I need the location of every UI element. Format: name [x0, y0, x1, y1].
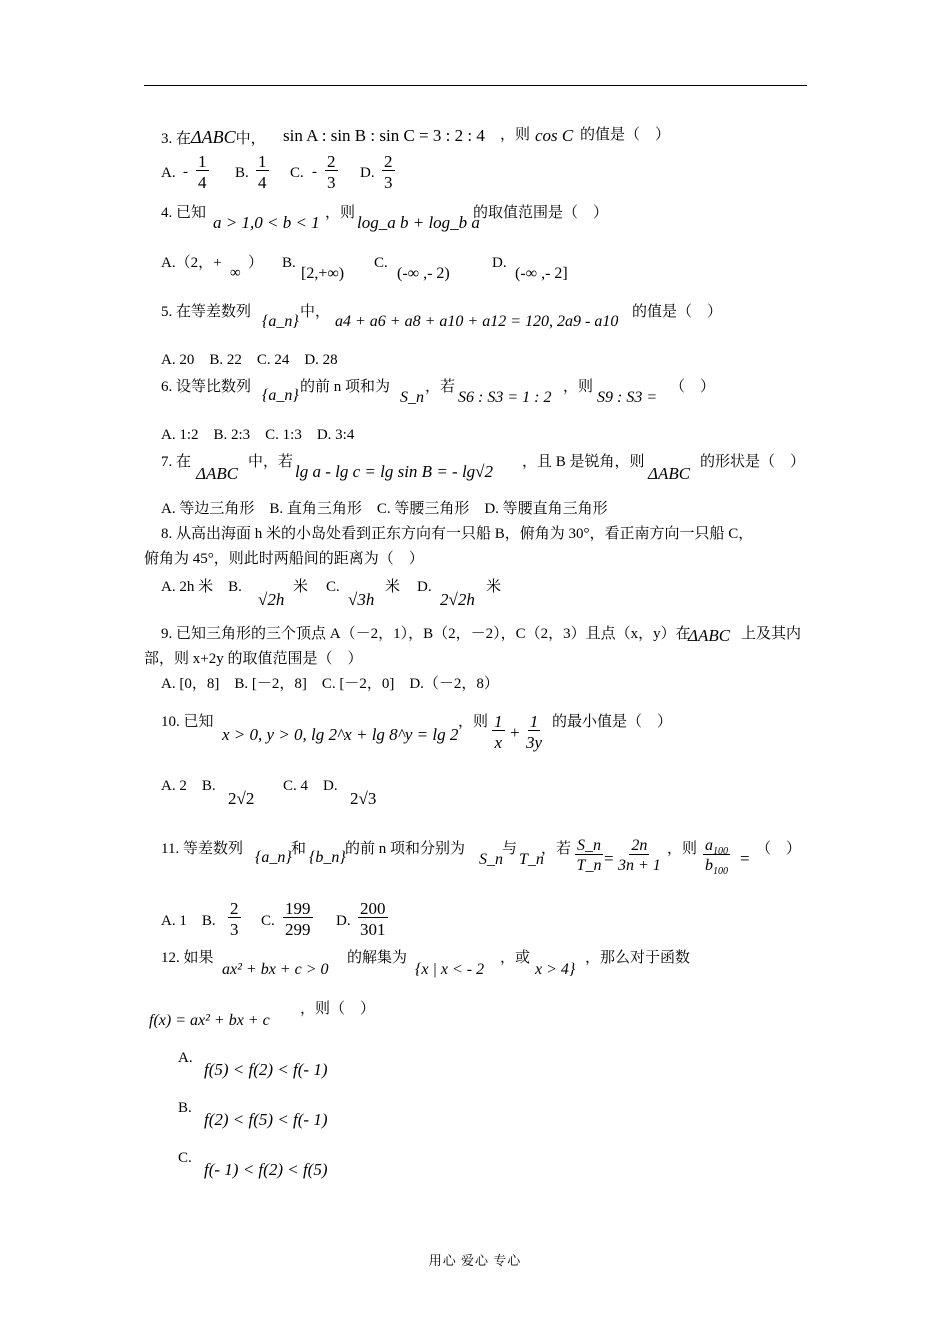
q6-ask: S9 : S3 =	[597, 389, 658, 406]
q3-fraction-b: 1 4	[258, 152, 267, 192]
q11-seq-b: {b_n}	[309, 849, 346, 866]
q3-fraction-c: 2 3	[327, 152, 336, 192]
q11-option-a: A. 1 B.	[161, 913, 216, 929]
q11-tn: T_n	[519, 851, 544, 868]
q10-end: 的最小值是（ ）	[552, 714, 673, 730]
q5-options: A. 20 B. 22 C. 24 D. 28	[161, 352, 338, 368]
q3-text: 3. 在ΔABC中，	[161, 127, 266, 147]
q5-mid: 中，	[300, 304, 331, 320]
q7-end: 的形状是（ ）	[700, 454, 806, 470]
q9-line-1: 9. 已知三角形的三个顶点 A（－2，1），B（2，－2），C（2，3）且点（x，y）在	[161, 626, 691, 642]
q3-option-a: A.	[161, 165, 176, 181]
q10-num: 10. 已知	[161, 714, 214, 730]
q8-unit-d: 米	[486, 579, 502, 595]
q6-condition: S6 : S3 = 1 : 2	[458, 389, 552, 406]
q4-option-a-inf: ∞	[230, 265, 241, 281]
q8-option-d: D.	[417, 579, 432, 595]
q12-then: ，则（ ）	[300, 1001, 376, 1017]
q12-option-a-value: f(5) < f(2) < f(- 1)	[204, 1060, 328, 1079]
q6-num: 6. 设等比数列	[161, 379, 252, 395]
q4-option-c: C.	[374, 255, 388, 271]
q10-fraction-2: 1 3y	[526, 712, 543, 752]
q11-if: ，若	[541, 841, 572, 857]
q4-option-d-value: (-∞ ,- 2]	[515, 265, 568, 282]
q4-option-a-end: ）	[248, 255, 264, 271]
q10-option-d-value: 2√3	[350, 789, 377, 808]
q8-option-d-value: 2√2h	[440, 590, 475, 609]
q11-fraction-b: 2 3	[230, 899, 239, 939]
q11-with: 与	[502, 841, 518, 857]
q6-options: A. 1:2 B. 2:3 C. 1:3 D. 3:4	[161, 427, 355, 443]
q12-option-a: A.	[178, 1050, 193, 1066]
q12-function: f(x) = ax² + bx + c	[149, 1012, 270, 1029]
q11-ask-ratio: $a_{100}$ $b_{100}$	[705, 837, 728, 878]
q8-option-c-value: √3h	[348, 590, 375, 609]
q3-option-b: B.	[235, 165, 249, 181]
header-rule	[144, 85, 807, 86]
q6-if: ，若	[425, 379, 456, 395]
q6-sn: S_n	[400, 389, 424, 406]
q8-option-b-value: √2h	[258, 590, 285, 609]
q8-unit-b: 米	[293, 579, 309, 595]
q10-condition: x > 0, y > 0, lg 2^x + lg 8^y = lg 2	[222, 725, 459, 744]
q12-mid: 的解集为	[347, 950, 408, 966]
q3-sign-a: -	[183, 164, 188, 180]
q3-option-c: C.	[290, 165, 304, 181]
q12-option-b-value: f(2) < f(5) < f(- 1)	[204, 1110, 328, 1129]
q3-post: ，则	[500, 127, 531, 143]
q12-set: {x | x < - 2	[415, 961, 485, 978]
q12-set-2: x > 4}	[535, 961, 576, 978]
q8-option-c: C.	[326, 579, 340, 595]
q11-and: 和	[291, 841, 307, 857]
q9-line-2: 部，则 x+2y 的取值范围是（ ）	[144, 651, 363, 667]
q10-option-c: C. 4 D.	[283, 778, 338, 794]
q11-fraction-c: 199 299	[285, 899, 311, 939]
q6-then: ，则	[563, 379, 594, 395]
q4-option-b-value: [2,+∞)	[301, 265, 345, 282]
q7-condition: lg a - lg c = lg sin B = - lg√2	[295, 462, 494, 481]
q4-num: 4. 已知	[161, 205, 207, 221]
q4-expression: log_a b + log_b a	[357, 213, 480, 232]
q4-condition: a > 1,0 < b < 1	[213, 213, 320, 232]
q4-option-c-value: (-∞ ,- 2)	[397, 265, 450, 282]
q5-end: 的值是（ ）	[632, 304, 723, 320]
q12-option-c: C.	[178, 1150, 192, 1166]
q11-then: ，则	[667, 841, 698, 857]
q11-mid: 的前 n 项和分别为	[345, 841, 466, 857]
q11-equals: =	[604, 849, 614, 868]
q5-condition: a4 + a6 + a8 + a10 + a12 = 120, 2a9 - a10	[335, 313, 619, 330]
q4-option-a: A.（2，+	[161, 255, 222, 271]
q3-cos: cos C	[535, 126, 574, 145]
q9-options: A. [0，8] B. [－2，8] C. [－2，0] D.（－2，8）	[161, 676, 499, 692]
q3-sign-c: -	[312, 164, 317, 180]
q4-option-d: D.	[492, 255, 507, 271]
q11-ratio-left: S_n T_n	[576, 837, 602, 874]
q9-triangle: ΔABC	[688, 626, 731, 645]
q11-sn: S_n	[479, 851, 503, 868]
q7-options: A. 等边三角形 B. 直角三角形 C. 等腰三角形 D. 等腰直角三角形	[161, 501, 608, 517]
q11-ask-equals: =	[740, 849, 750, 868]
q12-end: ，那么对于函数	[585, 950, 691, 966]
q7-triangle: ΔABC	[196, 464, 239, 483]
q10-mid: ，则	[458, 714, 489, 730]
q12-num: 12. 如果	[161, 950, 214, 966]
q3-fraction-d: 2 3	[384, 152, 393, 192]
q7-triangle-2: ΔABC	[648, 464, 691, 483]
q3-condition: sin A : sin B : sin C = 3 : 2 : 4	[283, 126, 485, 145]
q5-num: 5. 在等差数列	[161, 304, 252, 320]
q5-sequence: {a_n}	[262, 313, 299, 330]
q4-option-b: B.	[282, 255, 296, 271]
q6-mid: 的前 n 项和为	[300, 379, 391, 395]
q6-end: （ ）	[670, 379, 716, 395]
q8-option-a: A. 2h 米 B.	[161, 579, 242, 595]
q3-option-d: D.	[360, 165, 375, 181]
q6-sequence: {a_n}	[262, 387, 299, 404]
q7-post: ，且 B 是锐角，则	[522, 454, 645, 470]
q8-line-1: 8. 从高出海面 h 米的小岛处看到正东方向有一只船 B，俯角为 30°，看正南方向一只船 C，	[161, 526, 754, 542]
q12-option-c-value: f(- 1) < f(2) < f(5)	[204, 1160, 328, 1179]
q11-num: 11. 等差数列	[161, 841, 243, 857]
q10-fraction-1: 1 x	[494, 712, 503, 752]
page-footer: 用心 爱心 专心	[428, 1253, 522, 1268]
q11-option-c: C.	[261, 913, 275, 929]
q4-end: 的取值范围是（ ）	[473, 205, 609, 221]
q11-seq-a: {a_n}	[255, 849, 292, 866]
q4-mid: ，则	[325, 205, 356, 221]
q8-line-2: 俯角为 45°，则此时两船间的距离为（ ）	[144, 551, 424, 567]
q12-or: ，或	[500, 950, 531, 966]
q3-end: 的值是（ ）	[580, 127, 671, 143]
q11-option-d: D.	[336, 913, 351, 929]
q7-mid: 中，若	[248, 454, 294, 470]
q10-option-b-value: 2√2	[228, 789, 255, 808]
q3-fraction-a: 1 4	[198, 152, 207, 192]
q11-ratio-right: 2n 3n + 1	[618, 837, 661, 874]
q7-num: 7. 在	[161, 454, 192, 470]
q12-inequality: ax² + bx + c > 0	[222, 961, 329, 978]
q10-option-a: A. 2 B.	[161, 778, 216, 794]
q11-fraction-d: 200 301	[360, 899, 386, 939]
q12-option-b: B.	[178, 1100, 192, 1116]
q10-plus: +	[510, 723, 520, 742]
q8-unit-c: 米	[385, 579, 401, 595]
q11-end: （ ）	[756, 841, 802, 857]
q9-line-1b: 上及其内	[741, 626, 802, 642]
